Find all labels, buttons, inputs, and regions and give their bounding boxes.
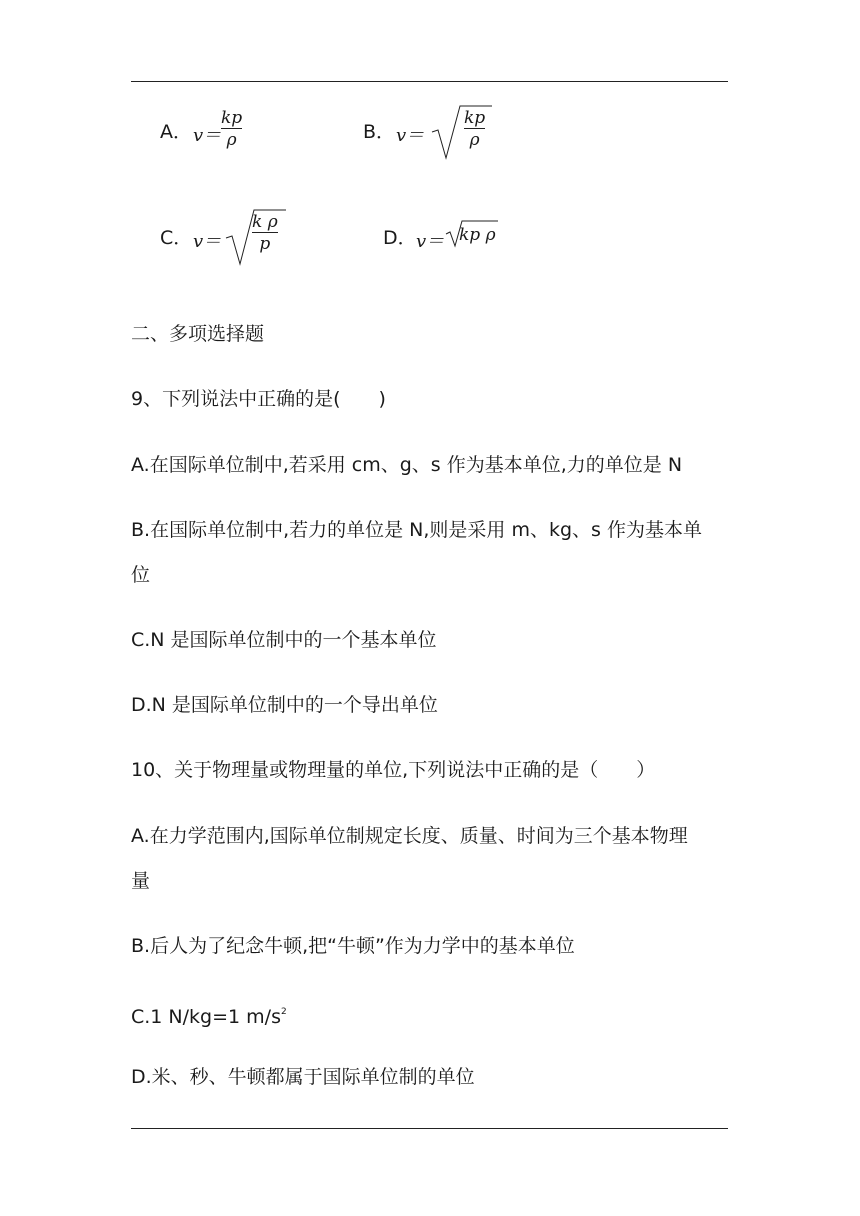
q10-option-c-text: C.1 N/kg=1 m/s	[131, 1006, 281, 1028]
option-a-fraction	[221, 108, 242, 151]
option-c-fraction	[252, 212, 278, 255]
q10-stem: 10、关于物理量或物理量的单位,下列说法中正确的是（ ）	[131, 759, 656, 781]
q10-option-a-line1: A.在力学范围内,国际单位制规定长度、质量、时间为三个基本物理	[131, 825, 688, 847]
q9-option-b-line2: 位	[131, 564, 151, 586]
q10-option-c-superscript: 2	[280, 1007, 287, 1017]
q10-option-a-line2: 量	[131, 870, 151, 892]
option-c-letter: C．	[160, 227, 193, 249]
option-b-fraction	[464, 108, 485, 151]
q9-option-d: D.N 是国际单位制中的一个导出单位	[131, 694, 438, 716]
q9-option-a: A.在国际单位制中,若采用 cm、g、s 作为基本单位,力的单位是 N	[131, 454, 683, 476]
option-d-letter: D．	[383, 227, 417, 249]
q9-option-b-line1: B.在国际单位制中,若力的单位是 N,则是采用 m、kg、s 作为基本单	[131, 519, 702, 541]
option-b-numerator: kp	[464, 108, 486, 128]
top-rule	[131, 81, 728, 82]
option-a-numerator: kp	[221, 108, 243, 128]
option-d-lhs: v＝	[416, 231, 445, 252]
option-c-denominator: p	[259, 234, 271, 254]
bottom-rule	[131, 1128, 728, 1129]
option-c-numerator: k ρ	[252, 212, 278, 232]
option-d-radicand: kp ρ	[459, 225, 496, 245]
option-b-lhs: v＝	[396, 125, 425, 146]
q9-option-c: C.N 是国际单位制中的一个基本单位	[131, 629, 437, 651]
option-a-letter: A．	[160, 121, 192, 143]
q10-option-c	[131, 1000, 287, 1029]
option-a-denominator: ρ	[226, 130, 237, 150]
option-c-lhs: v＝	[193, 231, 222, 252]
section-title: 二、多项选择题	[131, 323, 265, 345]
q9-stem: 9、下列说法中正确的是( )	[131, 388, 386, 410]
option-a-lhs: v＝	[193, 125, 222, 146]
option-b-letter: B．	[363, 121, 396, 143]
q10-option-d: D.米、秒、牛顿都属于国际单位制的单位	[131, 1066, 475, 1088]
option-b-denominator: ρ	[469, 130, 480, 150]
q10-option-b: B.后人为了纪念牛顿,把“牛顿”作为力学中的基本单位	[131, 935, 575, 957]
